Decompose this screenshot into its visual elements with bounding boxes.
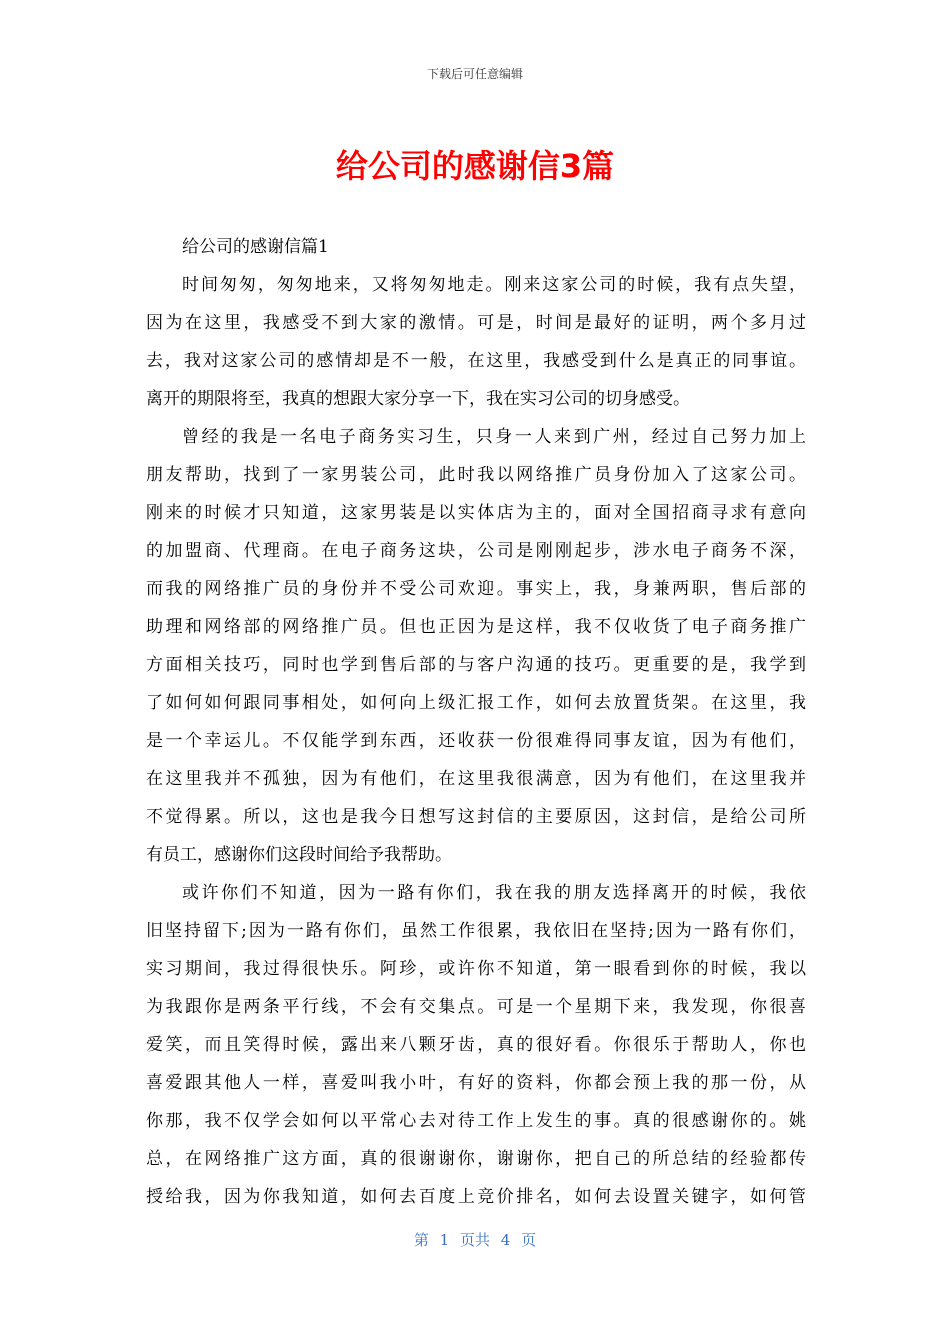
paragraph-line: 时间匆匆，匆匆地来，又将匆匆地走。刚来这家公司的时候，我有点失望， <box>182 275 806 295</box>
body-paragraph <box>146 266 806 418</box>
section-heading: 给公司的感谢信篇1 <box>182 237 329 257</box>
paragraph-line: 曾经的我是一名电子商务实习生，只身一人来到广州，经过自己努力加上 <box>182 427 806 447</box>
paragraph-line: 方面相关技巧，同时也学到售后部的与客户沟通的技巧。更重要的是，我学到 <box>146 655 806 675</box>
paragraph-line: 离开的期限将至，我真的想跟大家分享一下，我在实习公司的切身感受。 <box>146 389 690 409</box>
body-paragraph <box>146 418 806 874</box>
paragraph-line: 去，我对这家公司的感情却是不一般，在这里，我感受到什么是真正的同事谊。 <box>146 351 806 371</box>
paragraph-line: 授给我，因为你我知道，如何去百度上竞价排名，如何去设置关键字，如何管 <box>146 1187 806 1207</box>
paragraph-line: 是一个幸运儿。不仅能学到东西，还收获一份很难得同事友谊，因为有他们， <box>146 731 806 751</box>
paragraph-line: 助理和网络部的网络推广员。但也正因为是这样，我不仅收货了电子商务推广 <box>146 617 806 637</box>
paragraph-line: 在这里我并不孤独，因为有他们，在这里我很满意，因为有他们，在这里我并 <box>146 769 806 789</box>
document-title: 给公司的感谢信3篇 <box>335 147 615 185</box>
document-body <box>146 228 806 1216</box>
paragraph-line: 为我跟你是两条平行线，不会有交集点。可是一个星期下来，我发现，你很喜 <box>146 997 806 1017</box>
paragraph-line: 喜爱跟其他人一样，喜爱叫我小叶，有好的资料，你都会预上我的那一份，从 <box>146 1073 806 1093</box>
paragraph-line: 不觉得累。所以，这也是我今日想写这封信的主要原因，这封信，是给公司所 <box>146 807 806 827</box>
paragraph-line: 旧坚持留下;因为一路有你们，虽然工作很累，我依旧在坚持;因为一路有你们， <box>146 921 806 941</box>
paragraph-line: 实习期间，我过得很快乐。阿珍，或许你不知道，第一眼看到你的时候，我以 <box>146 959 806 979</box>
body-paragraph <box>146 874 806 1216</box>
paragraph-line: 你那，我不仅学会如何以平常心去对待工作上发生的事。真的很感谢你的。姚 <box>146 1111 806 1131</box>
paragraph-line: 而我的网络推广员的身份并不受公司欢迎。事实上，我，身兼两职，售后部的 <box>146 579 806 599</box>
paragraphs-container <box>146 266 806 1216</box>
paragraph-line: 总，在网络推广这方面，真的很谢谢你，谢谢你，把自己的所总结的经验都传 <box>146 1149 806 1169</box>
paragraph-line: 爱笑，而且笑得时候，露出来八颗牙齿，真的很好看。你很乐于帮助人，你也 <box>146 1035 806 1055</box>
page-header-note: 下载后可任意编辑 <box>426 67 523 81</box>
page-footer-pagination: 第 1 页共 4 页 <box>413 1231 537 1249</box>
paragraph-line: 了如何如何跟同事相处，如何向上级汇报工作，如何去放置货架。在这里，我 <box>146 693 806 713</box>
paragraph-line: 刚来的时候才只知道，这家男装是以实体店为主的，面对全国招商寻求有意向 <box>146 503 806 523</box>
paragraph-line: 或许你们不知道，因为一路有你们，我在我的朋友选择离开的时候，我依 <box>182 883 806 903</box>
paragraph-line: 有员工，感谢你们这段时间给予我帮助。 <box>146 845 452 865</box>
paragraph-line: 朋友帮助，找到了一家男装公司，此时我以网络推广员身份加入了这家公司。 <box>146 465 806 485</box>
paragraph-line: 因为在这里，我感受不到大家的激情。可是，时间是最好的证明，两个多月过 <box>146 313 806 333</box>
paragraph-line: 的加盟商、代理商。在电子商务这块，公司是刚刚起步，涉水电子商务不深， <box>146 541 806 561</box>
